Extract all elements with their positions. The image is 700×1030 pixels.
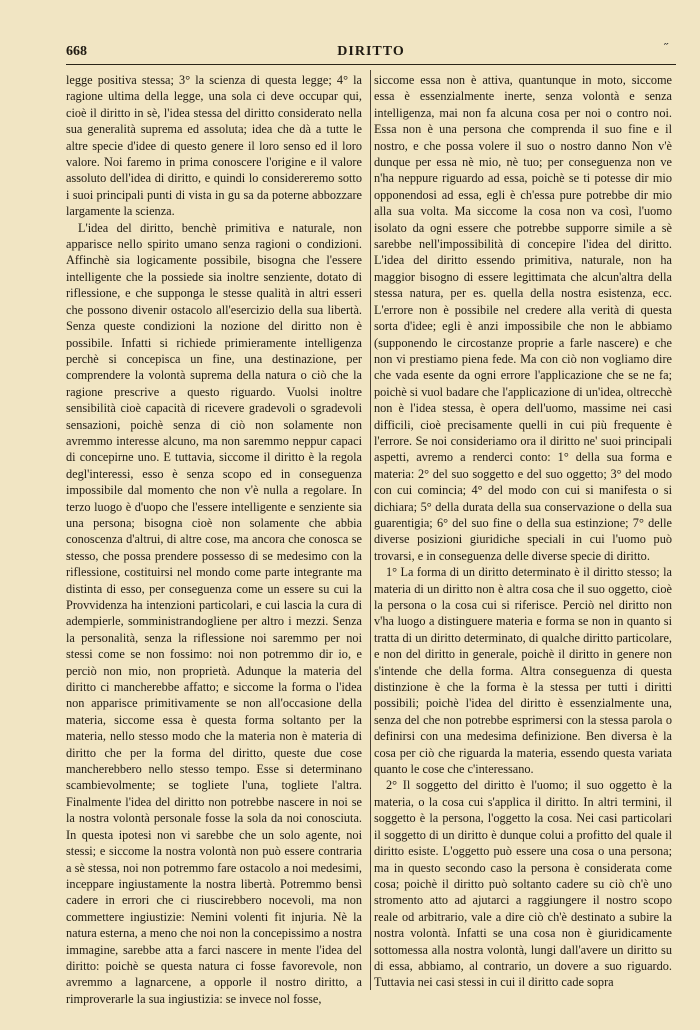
right-column [374,72,672,988]
header-rule [66,64,676,65]
page-header [66,44,676,64]
corner-mark: ˝ [664,40,669,55]
left-column [66,72,362,1006]
page-number: 668 [66,44,87,59]
paragraph: 1° La forma di un diritto determinato è il diritto stesso; la materia di un diritto non è altra cosa che il suo oggetto, cioè la persona o la cosa cui si riferisce. Perciò nel diritto non v'ha luogo a distinguere materia e forma se non in quanto si tratta di un diritto determinato, di qualche diritto particolare, e non del diritto in generale, poichè il diritto in genere non s'intende che della forma. Altra conseguenza di questa distinzione è che la forma è la stessa per tutti i diritti possibili; poichè l'idea del diritto è essenzialmente una, senza del che non potrebbe esprimersi con la stessa parola o definirsi con una medesima definizione. Ben diversa è la cosa per ciò che riguarda la materia, essendo questa variata quanto le cose che c'interessano. [374,565,672,777]
paragraph: legge positiva stessa; 3° la scienza di questa legge; 4° la ragione ultima della legge, una sola ci deve occupar qui, cioè il diritto in sè, l'idea stessa del diritto considerato nella sua generalità suprema ed assoluta; idea che dà a tutte le altre specie d'idee di questo genere il loro senso ed il loro valore. Noi faremo in prima conoscere l'origine e il valore assoluto dell'idea di diritto, e quindi lo considereremo sotto i suoi principali punti di vista in gu sa da poterne abbozzare largamente la scienza. [66,73,362,219]
running-title: DIRITTO [337,44,405,59]
paragraph: L'idea del diritto, benchè primitiva e naturale, non apparisce nello spirito umano senza ragioni o condizioni. Affinchè sia logicamente possibile, bisogna che l'essere intelligente che la possiede sia inoltre senziente, dotato di riflessione, e che supponga le stesse qualità in altri esseri che possono divenir ostacolo all'esercizio della sua libertà. Senza queste condizioni la nozione del diritto non è possibile. Infatti si richiede primieramente intelligenza perchè si concepisca un fine, una destinazione, per comprendere la volontà suprema della natura o ciò che la ragione prescrive a questo riguardo. Vuolsi inoltre sensibilità cioè capacità di ricevere gradevoli o sgradevoli sensazioni, poichè senza di ciò non solamente non avremmo interesse alcuno, ma non saremmo neppur capaci di concepirne uno. E tuttavia, siccome il diritto è la regola degl'interessi, esso è senza scopo ed in conseguenza impossibile dal momento che non v'è nulla a regolare. In terzo luogo è d'uopo che l'essere intelligente e senziente sia una persona; bisogna cioè non solamente che abbia conoscenza d'altrui, di altre cose, ma ancora che conosca se stesso, che possa prendere possesso di se medesimo con la riflessione, costituirsi nel mondo come parte integrante ma distinta di esso, per conseguenza come un essere su cui la Provvidenza ha intenzioni particolari, e cui lascia la cura di adempierle, somministrandogliene per altro i mezzi. Senza la personalità, senza la riflessione noi saremmo per noi stessi come se non fossimo: noi non potremmo dir io, e perciò non mio, non proprietà. Adunque la materia del diritto ci mancherebbe affatto; e siccome la forma o l'idea non apparisce primitivamente se non all'occasione della materia, siccome essa è questa forma soltanto per la materia, nello stesso modo che la materia non è materia di diritto che per la forma del diritto, queste due cose mancherebbero nello stesso tempo. Esse si determinano scambievolmente; se togliete l'una, togliete l'altra. Finalmente l'idea del diritto non potrebbe nascere in noi se la nostra volontà personale fosse la sola da noi conosciuta. In questa ipotesi non vi sarebbe che un solo agente, noi stessi; e siccome la nostra volontà non può essere contraria a sè stessa, noi non potremmo fare ostacolo a noi medesimi, inceppare ingiustamente la nostra libertà. Potremmo bensì cadere in errori che ci riuscirebbero nocevoli, ma non commettere ingiustizie: Nemini volenti fit injuria. Nè la natura esterna, a meno che noi non la concepissimo a nostra immagine, sarebbe atta a farci nascere in mente l'idea del diritto: poichè se questa natura ci fosse favorevole, non avremmo a lagnarcene, a opporle il nostro diritto, a rimproverarle la sua ingiustizia: se invece nol fosse, [66,220,362,1006]
paragraph: siccome essa non è attiva, quantunque in moto, siccome essa è essenzialmente inerte, senza volontà e senza intelligenza, mai non fa alcuna cosa per noi o contro noi. Essa non è una persona che comprenda il suo fine e il nostro, e che possa volere il suo o nostro danno Non v'è dunque per essa nè mio, nè tuo; per conseguenza non ve n'ha neppure riguardo ad essa, poichè se ti potesse dir mio opponendosi ad essa, egli è ch'essa pure potrebbe dir mio alla sua volta. Ma siccome la cosa non va così, l'uomo isolato da ogni essere che potrebbe supporre simile a sè sarebbe nell'impossibilità di concepire l'idea del diritto. L'idea del diritto essendo primitiva, naturale, non ha maggior bisogno di essere legittimata che alcun'altra della stessa natura, per es. quella della nostra esistenza, ecc. L'errore non è possibile nel credere alla verità di questa sorta d'idee; egli è anzi impossibile che non le abbiamo (supponendo le circostanze proprie a farle nascere) e che non vi prestiamo piena fede. Ma con ciò non vogliamo dire che vada esente da ogni errore l'applicazione che se ne fa; poichè si vuol badare che l'applicazione di un'idea, oltrecchè non è l'idea stessa, è opera dell'uomo, massime nei casi difficili, cioè precisamente quelli in cui più frequente è l'errore. Se noi consideriamo ora il diritto ne' suoi principali aspetti, avremo a renderci conto: 1° della sua forma e materia: 2° del suo soggetto e del suo oggetto; 3° del modo con cui comincia; 4° del modo con cui si manifesta o si dichiara; 5° della durata della sua conservazione o della sua guarentigia; 6° del suo fine o della sua estinzione; 7° delle diverse posizioni giuridiche speciali in cui l'uomo può trovarsi, e in conseguenza delle diverse specie di diritto. [374,73,672,563]
paragraph: 2° Il soggetto del diritto è l'uomo; il suo oggetto è la materia, o la cosa cui s'applica il diritto. In altri termini, il soggetto è la persona, l'oggetto la cosa. Nei casi particolari il soggetto di un diritto è dunque colui a profitto del quale il diritto esiste. L'oggetto può essere una cosa o una persona; ma in questo secondo caso la persona è considerata come cosa; poichè il diritto può soltanto cadere su ciò ch'è uno stromento atto ad ajutarci a raggiungere il nostro scopo reale od arbitrario, vale a dire ciò ch'è destinato a subire la nostra volontà. Infatti se una cosa non è giuridicamente sottomessa alla nostra volontà, lungi dall'avere un diritto su di essa, abbiamo, al contrario, un dovere a suo riguardo. Tuttavia nei casi stessi in cui il diritto cade sopra [374,778,672,990]
column-divider [370,70,371,990]
